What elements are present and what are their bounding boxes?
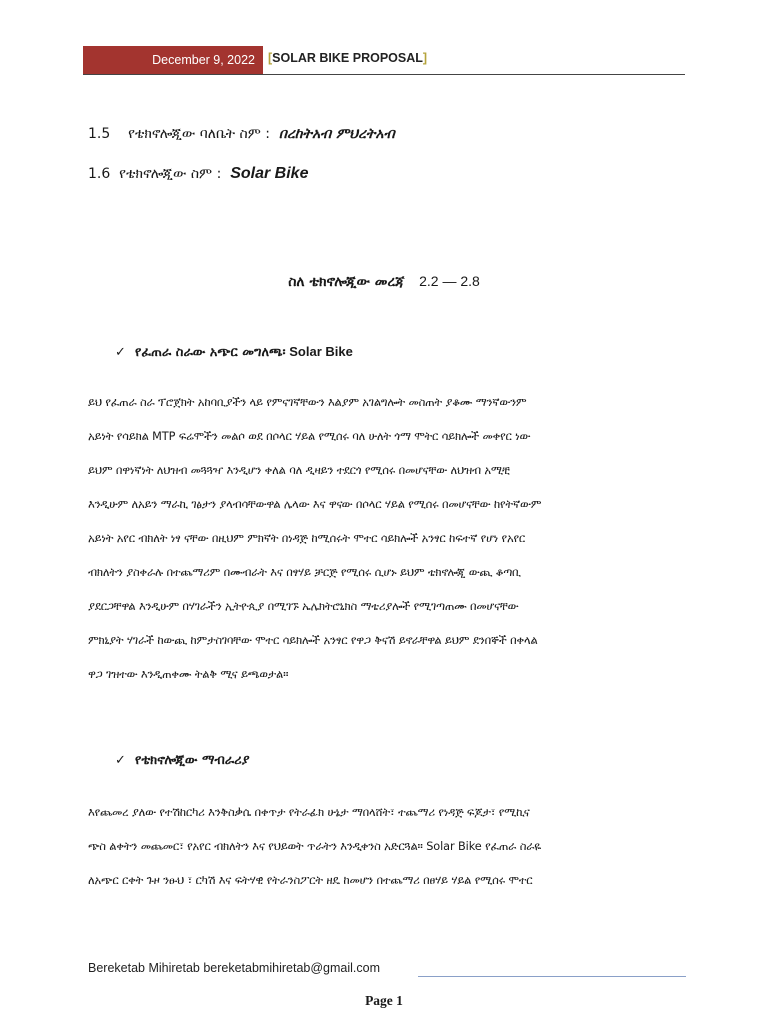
paragraph-line: ይህ የፈጠራ ስራ ፕሮጀክት አከባቢያችን ላይ የምናገኛቸውን እልያም አገልግሎት መስጠት ያቆሙ ማንኛውንም — [88, 396, 527, 409]
section-heading-range: 2.2 — 2.8 — [419, 273, 480, 289]
header-title-text: SOLAR BIKE PROPOSAL — [272, 51, 423, 65]
paragraph-line: ዋጋ ገዝተው እንዲጠቀሙ ትልቅ ሚና ይጫወታል። — [88, 668, 289, 681]
header-title — [268, 51, 427, 65]
paragraph-line: እንዲሁም ለአይን ማራኪ ገፅታን ያላብሳቸውዋል ሌላው እና ዋናው በሶላር ሃይል የሚሰሩ በመሆናቸው ከየትኛውም — [88, 498, 542, 511]
paragraph-line: ይህም በዋነኛነት ለህዝብ መጓጓዣ እንዲሆን ቀለል ባለ ዲዛይን ተደርጎ የሚሰሩ በመሆናቸው ለህዝብ አሚቺ — [88, 464, 510, 477]
paragraph-line: ብክለትን ያስቀራሉ በተጨማሪም በሙብራት እና በፃሃይ ቻርጅ የሚሰሩ ሲሆኑ ይህም ቴክኖሎጂ ውጪ ቆጣቢ — [88, 566, 521, 579]
checkmark-icon: ✓ — [115, 345, 126, 360]
paragraph-line: እየጨመረ ያለው የተሽከርካሪ እንቅስቃሴ በቀጥታ የትራፊክ ሁኔታ ማበላሸት፣ ተጨማሪ የነዳጅ ፍጆታ፣ የሚኪና — [88, 806, 530, 819]
footer-rule — [418, 976, 686, 977]
paragraph-line: ምክኒያት ሃገራች ከውጪ ከምታስገባቸው ሞተር ሳይክሎች አንፃር የዋጋ ቅናሽ ይኖራቸዋል ይህም ደንበኞች በቀላል — [88, 634, 538, 647]
header-rule — [83, 74, 685, 75]
paragraph-explanation — [88, 796, 688, 898]
checkmark-icon: ✓ — [115, 753, 126, 768]
meta-name-line — [88, 165, 308, 183]
header-bracket-open: [ — [268, 51, 273, 65]
page-number: Page 1 — [365, 993, 403, 1008]
meta-owner-label: የቴክኖሎጂው ባለቤት ስም : — [128, 126, 271, 142]
bullet-summary-label: የፈጠራ ስራው አጭር መግለጫ፡ — [135, 345, 286, 360]
header-date-text: December 9, 2022 — [152, 53, 255, 67]
bullet-summary-suffix: Solar Bike — [285, 344, 353, 359]
meta-name-num: 1.6 — [88, 166, 111, 182]
meta-owner-num: 1.5 — [88, 126, 111, 142]
section-heading — [0, 273, 768, 290]
meta-name-label: የቴክኖሎጂው ስም : — [119, 166, 222, 182]
bullet-explanation — [115, 753, 250, 768]
header-date — [83, 46, 263, 74]
meta-name-value: Solar Bike — [230, 165, 309, 182]
paragraph-line: አይነት የሳይክል MTP ፍሬሞችን መልሶ ወደ በሶላር ሃይል የሚሰሩ ባለ ሁለት ጎማ ሞትር ሳይክሎች መቀየር ነው — [88, 430, 531, 443]
section-heading-title: ስለ ቴክኖሎጂው መረጃ — [288, 274, 405, 290]
bullet-explanation-label: የቴክኖሎጂው ማብራሪያ — [135, 753, 250, 768]
paragraph-line: ለአጭር ርቀት ጉዞ ንፁህ ፣ ርካሽ እና ፍትሃዊ የትራንስፖርት ዘዴ ከመሆን በተጨማሪ በፀሃይ ሃይል የሚሰሩ ሞተር — [88, 874, 533, 887]
paragraph-line: ያደርጋቸዋል እንዲሁም በሃገራችን ኢትዮጲያ በሚገኙ ኤሌክትሮኒክስ ማቴሪያሎች የሚገጣጠሙ በመሆናቸው — [88, 600, 519, 613]
header-bracket-close: ] — [422, 51, 428, 65]
meta-owner-line — [88, 126, 395, 142]
meta-owner-value: በረከትአብ ምህረትአብ — [278, 126, 395, 142]
paragraph-summary — [88, 386, 688, 692]
footer-author: Bereketab Mihiretab bereketabmihiretab@gmail.com — [88, 961, 380, 975]
bullet-summary — [115, 344, 353, 360]
paragraph-line: አይነት አየር ብክለት ነፃ ናቸው በዚህም ምክኛት በነዳጅ ከሚሰሩት ሞተር ሳይክሎች አንፃር ከፍተኛ የሆነ የአየር — [88, 532, 526, 545]
paragraph-line: ጭስ ልቀትን መጨመር፣ የአየር ብክለትን እና የህይወት ጥራትን እንዲቀንስ አድርጓል። Solar Bike የፈጠራ ስራዬ — [88, 840, 542, 853]
